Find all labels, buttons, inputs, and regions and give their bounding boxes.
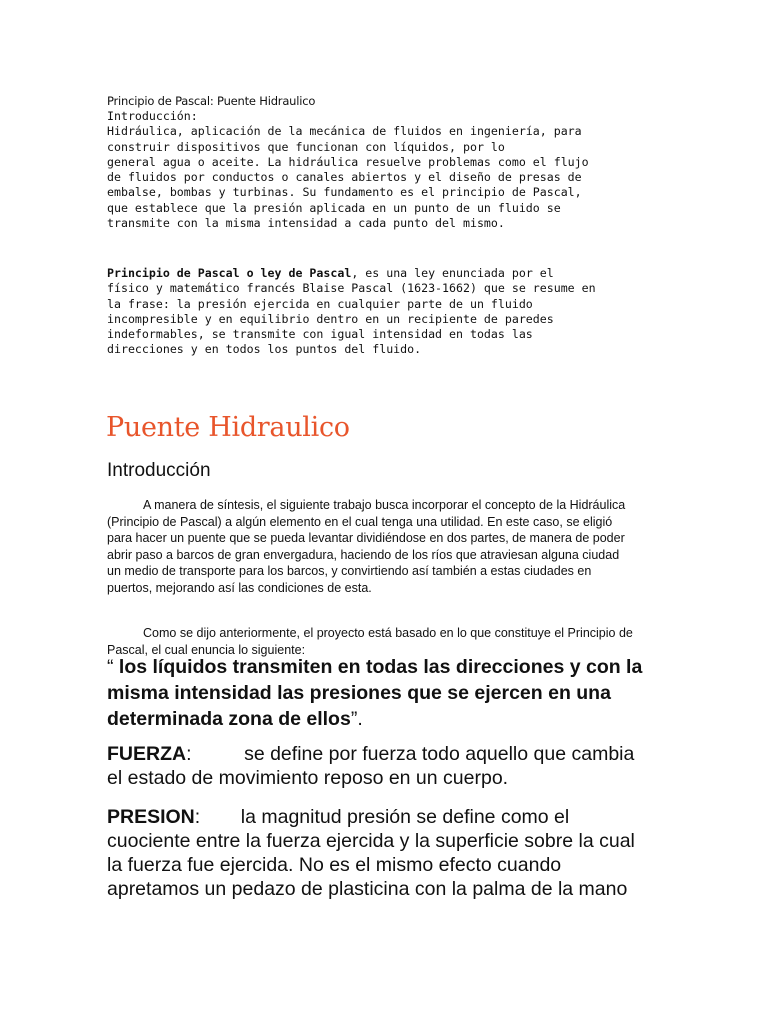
pascal-line: la frase: la presión ejercida en cualquier parte de un fluido <box>107 296 533 311</box>
intro-line: de fluidos por conductos o canales abiertos y el diseño de presas de <box>107 170 582 185</box>
paragraph-line: A manera de síntesis, el siguiente trabajo busca incorporar el concepto de la Hidráulica <box>143 498 626 512</box>
intro-monospace-block <box>107 109 589 231</box>
sub-heading: Introducción <box>107 460 211 481</box>
pascal-line: indeformables, se transmite con igual intensidad en todas las <box>107 327 533 342</box>
intro-line: general agua o aceite. La hidráulica resuelve problemas como el flujo <box>107 154 589 169</box>
definition-line: la magnitud presión se define como el <box>240 806 570 828</box>
pascal-bold-lead: Principio de Pascal o ley de Pascal <box>107 266 352 280</box>
paragraph-line: (Principio de Pascal) a algún elemento en el cual tenga una utilidad. En este caso, se eligió <box>107 514 613 529</box>
quote-line: determinada zona de ellos <box>107 708 351 730</box>
intro-line: Hidráulica, aplicación de la mecánica de fluidos en ingeniería, para <box>107 124 582 139</box>
paragraph-line: abrir paso a barcos de gran envergadura, haciendo de los ríos que atraviesan alguna ciudad <box>107 547 620 562</box>
document-title: Principio de Pascal: Puente Hidraulico <box>107 94 316 108</box>
presion-term: PRESION <box>107 806 195 828</box>
definition-line: el estado de movimiento reposo en un cuerpo. <box>107 767 509 789</box>
pascal-quote <box>107 654 642 732</box>
pascal-line: incompresible y en equilibrio dentro en un recipiente de paredes <box>107 311 554 326</box>
fuerza-term: FUERZA <box>107 743 187 765</box>
presion-colon: : <box>194 806 201 828</box>
paragraph-line: puertos, mejorando así las condiciones de esta. <box>107 580 372 595</box>
quote-line: los líquidos transmiten en todas las direcciones y con la <box>118 656 643 678</box>
definition-line: la fuerza fue ejercida. No es el mismo efecto cuando <box>107 854 562 876</box>
definition-line: se define por fuerza todo aquello que cambia <box>244 743 635 765</box>
pascal-monospace-block <box>107 266 596 358</box>
definition-line: apretamos un pedazo de plasticina con la palma de la mano <box>107 878 628 900</box>
fuerza-colon: : <box>186 743 192 765</box>
quote-close-mark: ”. <box>350 708 363 730</box>
quote-open-mark: “ <box>107 656 119 678</box>
pascal-line: , es una ley enunciada por el <box>351 266 554 280</box>
synthesis-paragraph <box>107 497 667 596</box>
presion-definition <box>107 805 635 901</box>
paragraph-line: un medio de transporte para los barcos, y convirtiendo así también a estas ciudades en <box>107 564 592 578</box>
paragraph-line: Pascal, el cual enuncia lo siguiente: <box>107 642 306 657</box>
definition-line: cuociente entre la fuerza ejercida y la superficie sobre la cual <box>107 830 635 852</box>
intro-line: que establece que la presión aplicada en un punto de un fluido se <box>107 200 561 215</box>
paragraph-line: para hacer un puente que se pueda levantar dividiéndose en dos partes, de manera de poder <box>107 531 625 545</box>
section-heading: Puente Hidraulico <box>106 412 350 443</box>
intro-line: transmite con la misma intensidad a cada punto del mismo. <box>107 216 505 231</box>
intro-line: embalse, bombas y turbinas. Su fundamento es el principio de Pascal, <box>107 185 582 200</box>
quote-line: misma intensidad las presiones que se ejercen en una <box>107 682 611 704</box>
intro-line: construir dispositivos que funcionan con líquidos, por lo <box>107 139 505 154</box>
pascal-line: físico y matemático francés Blaise Pascal (1623-1662) que se resume en <box>107 281 596 296</box>
intro-heading: Introducción: <box>107 109 198 123</box>
pascal-line: direcciones y en todos los puntos del fluido. <box>107 342 422 357</box>
paragraph-line: Como se dijo anteriormente, el proyecto está basado en lo que constituye el Principio de <box>143 626 633 640</box>
fuerza-definition <box>107 742 634 790</box>
